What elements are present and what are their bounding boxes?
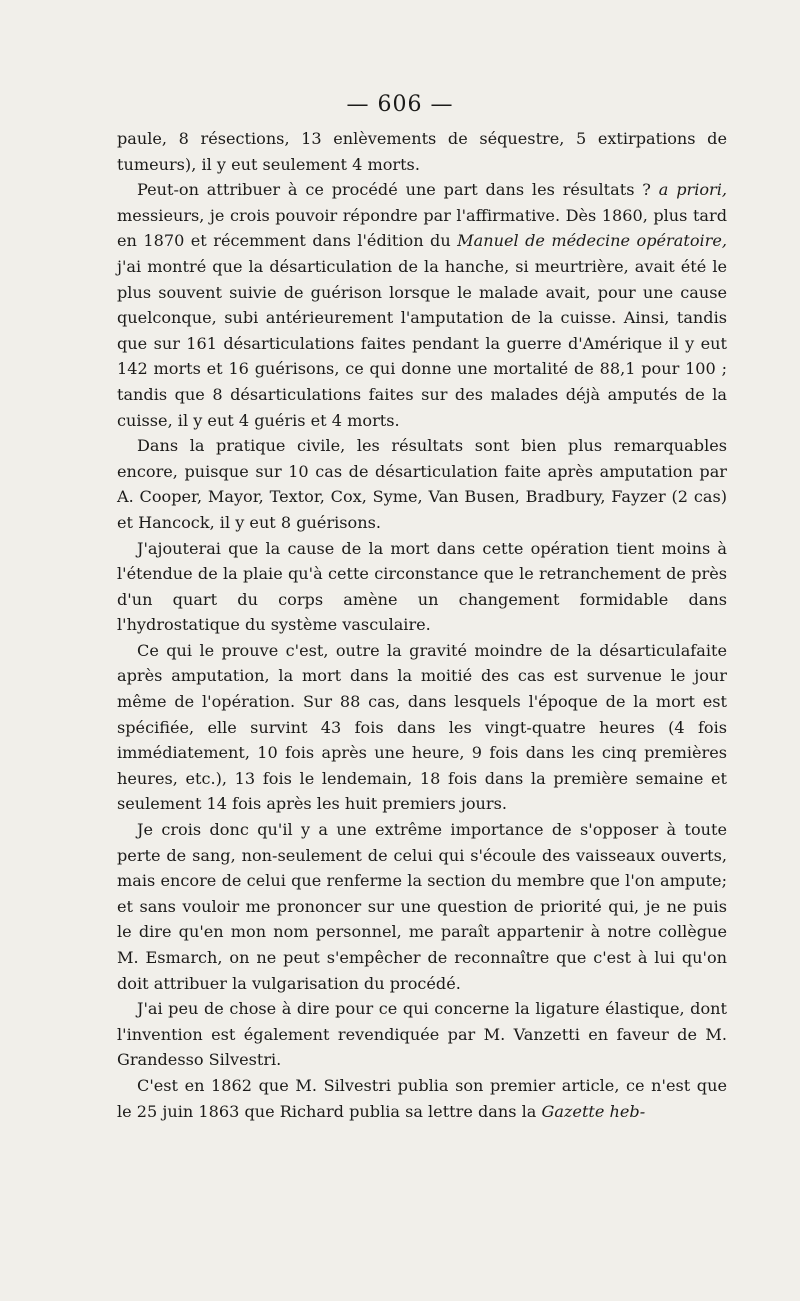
paragraph <box>117 817 727 996</box>
paragraph <box>117 638 727 817</box>
text-run: Je crois donc qu'il y a une extrême importance de s'opposer à toute perte de sang, non-seulement de celui qui s'écoule des vaisseaux ouverts, mais encore de celui que renferme la section du membre que l'on ampute; et sans vouloir me prononcer sur une question de priorité qui, je ne puis le dire qu'en mon nom personnel, me paraît appartenir à notre collègue M. Esmarch, on ne peut s'empêcher de reconnaître que c'est à lui qu'on doit attribuer la vulgarisation du procédé. <box>117 820 727 993</box>
paragraph <box>117 433 727 535</box>
paragraph <box>117 536 727 638</box>
text-run: J'ajouterai que la cause de la mort dans cette opération tient moins à l'étendue de la plaie qu'à cette circonstance que le retranchement de près d'un quart du corps amène un changement formidable dans l'hydrostatique du système vasculaire. <box>117 538 727 635</box>
text-run: j'ai montré que la désarticulation de la hanche, si meurtrière, avait été le plus souvent suivie de guérison lorsque le malade avait, pour une cause quelconque, subi antérieurement l'amputation de la cuisse. Ainsi, tandis que sur 161 désarticulations faites pendant la guerre d'Amérique il y eut 142 morts et 16 guérisons, ce qui donne une mortalité de 88,1 pour 100 ; tandis que 8 désarticulations faites sur des malades déjà amputés de la cuisse, il y eut 4 guéris et 4 morts. <box>117 256 727 430</box>
paragraph <box>117 1073 727 1124</box>
text-run: Dans la pratique civile, les résultats sont bien plus remarquables encore, puisque sur 10 cas de désarticulation faite après amputation par A. Cooper, Mayor, Textor, Cox, Syme, Van Busen, Bradbury, Fayzer (2 cas) et Hancock, il y eut 8 guérisons. <box>117 436 727 532</box>
text-run: messieurs, je crois pouvoir répondre par l'affirmative. Dès 1860, plus tard en 1870 et récemment dans l'édition du <box>117 205 727 251</box>
paragraph <box>117 996 727 1073</box>
italic-text: Gazette heb- <box>541 1101 646 1121</box>
italic-text: Manuel de médecine opératoire, <box>457 231 727 251</box>
text-run: C'est en 1862 que M. Silvestri publia son premier article, ce n'est que le 25 juin 1863 que Richard publia sa lettre dans la <box>117 1075 727 1121</box>
paragraph <box>117 177 727 433</box>
italic-text: a priori, <box>658 180 728 200</box>
body-text <box>117 126 727 1124</box>
page-number: — 606 — <box>346 92 454 117</box>
text-run: Ce qui le prouve c'est, outre la gravité moindre de la désarticulafaite après amputation, la mort dans la moitié des cas est survenue le jour même de l'opération. Sur 88 cas, dans lesquels l'époque de la mort est spécifiée, elle survint 43 fois dans les vingt-quatre heures (4 fois immédiatement, 10 fois après une heure, 9 fois dans les cinq premières heures, etc.), 13 fois le lendemain, 18 fois dans la première semaine et seulement 14 fois après les huit premiers jours. <box>117 640 727 814</box>
text-run: Peut-on attribuer à ce procédé une part dans les résultats ? <box>137 180 659 200</box>
paragraph <box>117 126 727 177</box>
text-run: paule, 8 résections, 13 enlèvements de séquestre, 5 extirpations de tumeurs), il y eut seulement 4 morts. <box>117 129 727 174</box>
text-run: J'ai peu de chose à dire pour ce qui concerne la ligature élastique, dont l'invention est également revendiquée par M. Vanzetti en faveur de M. Grandesso Silvestri. <box>117 999 727 1070</box>
